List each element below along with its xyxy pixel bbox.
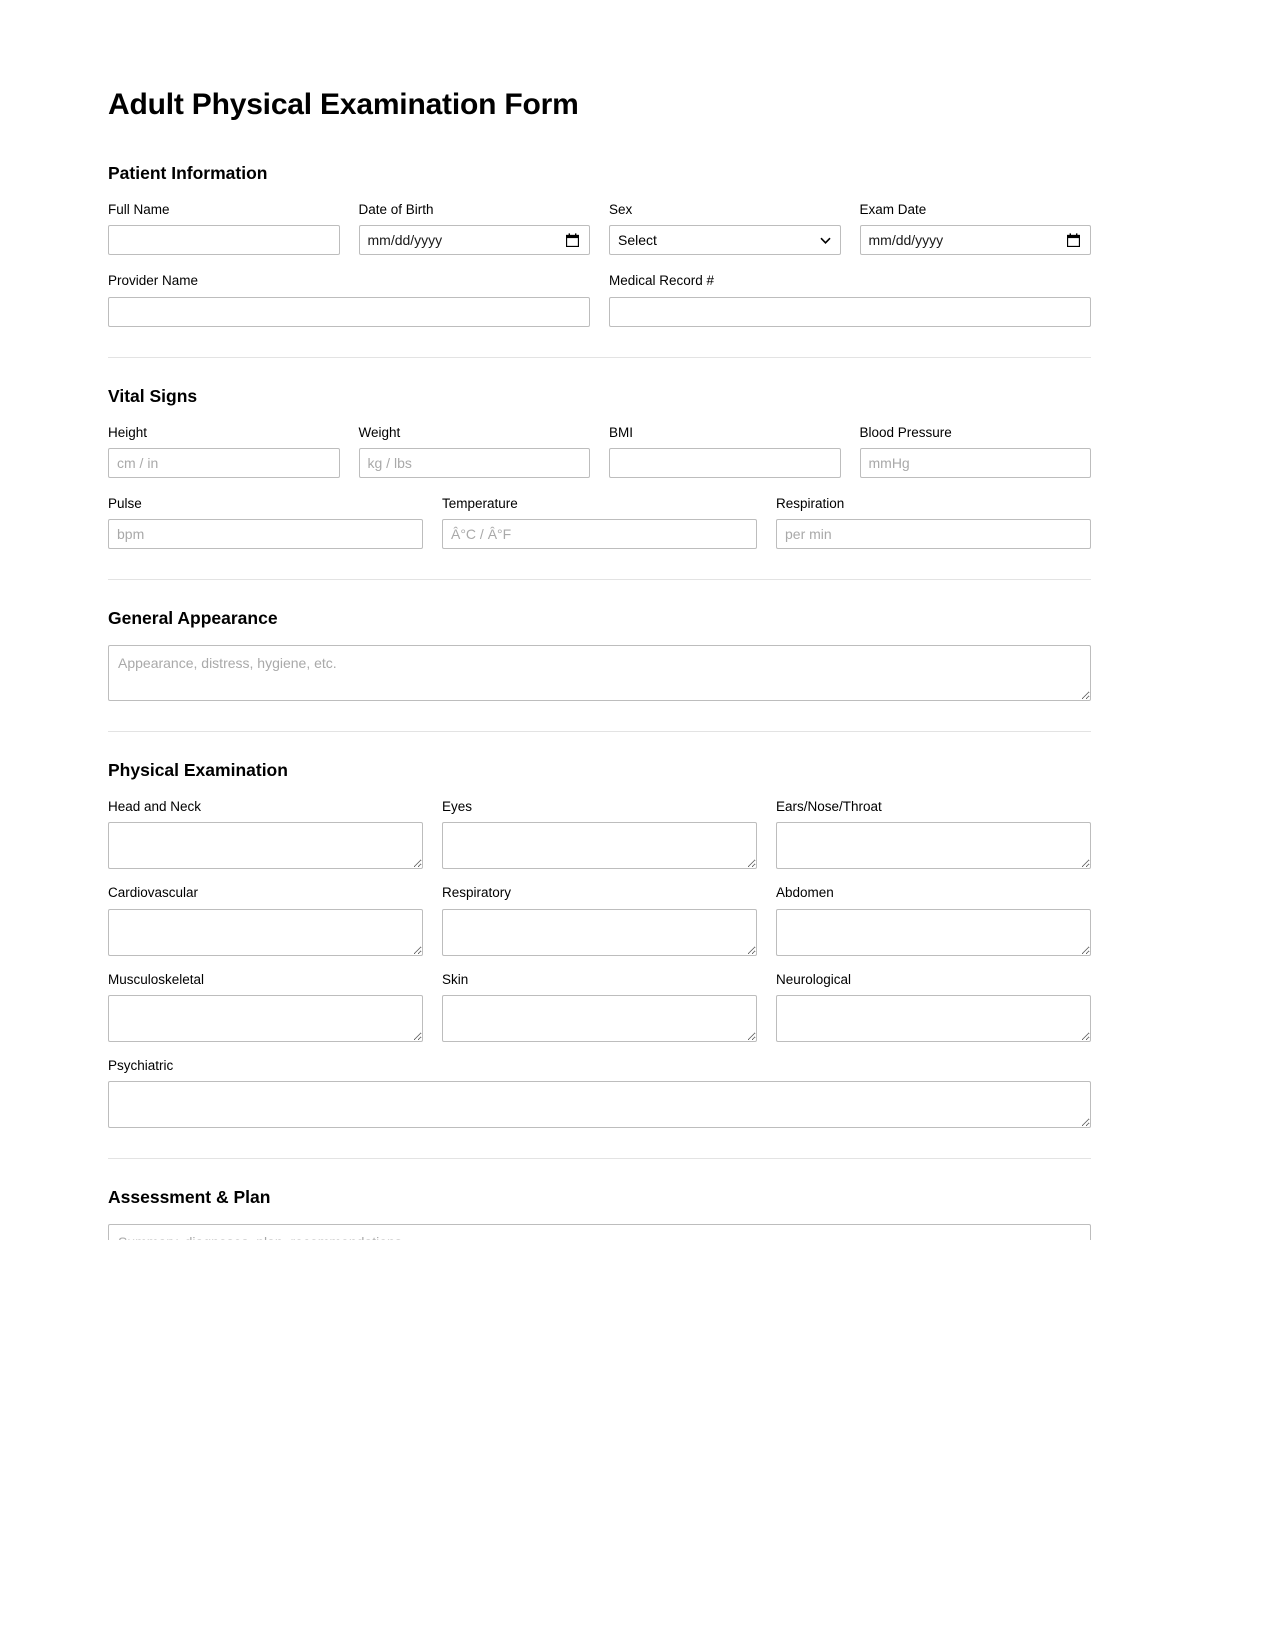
field-neurological — [776, 970, 1091, 1042]
date-of-birth-value: mm/dd/yyyy — [367, 232, 443, 249]
label-medical-record-number: Medical Record # — [609, 273, 715, 289]
textarea-ears-nose-throat[interactable] — [776, 822, 1091, 869]
field-respiratory — [442, 883, 757, 955]
sex-selected-value: Select — [618, 232, 657, 249]
label-temperature: Temperature — [442, 495, 518, 511]
section-assessment-plan — [108, 1187, 1091, 1240]
label-head-and-neck: Head and Neck — [108, 799, 202, 814]
input-full-name[interactable] — [108, 225, 340, 255]
input-date-of-birth[interactable] — [359, 225, 591, 255]
divider — [108, 731, 1091, 732]
field-weight — [359, 423, 591, 478]
field-respiration — [776, 494, 1091, 549]
field-blood-pressure — [860, 423, 1092, 478]
section-physical-examination — [108, 760, 1091, 1128]
label-abdomen: Abdomen — [776, 885, 834, 901]
field-pulse — [108, 494, 423, 549]
calendar-icon[interactable] — [1067, 233, 1080, 247]
label-musculoskeletal: Musculoskeletal — [108, 971, 205, 987]
section-title-patient-information: Patient Information — [108, 163, 268, 183]
label-height: Height — [108, 424, 148, 440]
label-eyes: Eyes — [442, 799, 473, 814]
label-sex: Sex — [609, 202, 633, 217]
divider — [108, 579, 1091, 580]
field-sex — [609, 200, 841, 255]
input-temperature[interactable] — [442, 519, 757, 549]
label-date-of-birth: Date of Birth — [358, 202, 434, 217]
vital-signs-grid-row2 — [108, 494, 1091, 549]
select-sex[interactable] — [609, 225, 841, 255]
label-full-name: Full Name — [108, 202, 170, 217]
input-blood-pressure[interactable] — [860, 448, 1092, 478]
textarea-musculoskeletal[interactable] — [108, 995, 423, 1042]
label-psychiatric: Psychiatric — [108, 1057, 174, 1073]
label-skin: Skin — [442, 971, 469, 987]
input-respiration[interactable] — [776, 519, 1091, 549]
section-title-general-appearance: General Appearance — [108, 608, 278, 628]
field-ears-nose-throat — [776, 797, 1091, 869]
section-vital-signs — [108, 386, 1091, 550]
label-blood-pressure: Blood Pressure — [859, 424, 952, 440]
textarea-general-appearance[interactable] — [108, 645, 1091, 701]
exam-date-value: mm/dd/yyyy — [868, 232, 944, 249]
label-pulse: Pulse — [108, 495, 142, 511]
field-head-and-neck — [108, 797, 423, 869]
field-full-name — [108, 200, 340, 255]
textarea-psychiatric[interactable] — [108, 1081, 1091, 1128]
textarea-respiratory[interactable] — [442, 909, 757, 956]
field-psychiatric — [108, 1056, 1091, 1128]
physical-examination-grid — [108, 797, 1091, 1128]
field-provider-name — [108, 271, 590, 326]
section-general-appearance — [108, 608, 1091, 701]
page-title: Adult Physical Examination Form — [108, 88, 579, 121]
patient-information-grid — [108, 200, 1091, 327]
textarea-assessment-plan[interactable] — [108, 1224, 1091, 1240]
vital-signs-grid-row1 — [108, 423, 1091, 478]
textarea-neurological[interactable] — [776, 995, 1091, 1042]
chevron-down-icon[interactable] — [820, 237, 831, 244]
input-height[interactable] — [108, 448, 340, 478]
field-eyes — [442, 797, 757, 869]
label-respiration: Respiration — [776, 495, 845, 511]
section-title-assessment-plan: Assessment & Plan — [108, 1187, 271, 1207]
textarea-head-and-neck[interactable] — [108, 822, 423, 869]
field-medical-record-number — [609, 271, 1091, 326]
label-weight: Weight — [358, 424, 401, 440]
field-date-of-birth — [359, 200, 591, 255]
label-cardiovascular: Cardiovascular — [108, 885, 199, 901]
field-exam-date — [860, 200, 1092, 255]
input-weight[interactable] — [359, 448, 591, 478]
textarea-eyes[interactable] — [442, 822, 757, 869]
input-exam-date[interactable] — [860, 225, 1092, 255]
section-patient-information — [108, 163, 1091, 327]
field-cardiovascular — [108, 883, 423, 955]
label-provider-name: Provider Name — [108, 273, 199, 289]
label-respiratory: Respiratory — [442, 885, 512, 901]
divider — [108, 357, 1091, 358]
input-medical-record-number[interactable] — [609, 297, 1091, 327]
label-exam-date: Exam Date — [859, 202, 927, 217]
textarea-skin[interactable] — [442, 995, 757, 1042]
section-title-vital-signs: Vital Signs — [108, 385, 198, 406]
field-height — [108, 423, 340, 478]
label-ears-nose-throat: Ears/Nose/Throat — [776, 799, 882, 814]
calendar-icon[interactable] — [566, 233, 579, 247]
label-neurological: Neurological — [776, 971, 852, 987]
label-bmi: BMI — [609, 424, 634, 440]
field-musculoskeletal — [108, 970, 423, 1042]
textarea-cardiovascular[interactable] — [108, 909, 423, 956]
input-provider-name[interactable] — [108, 297, 590, 327]
input-pulse[interactable] — [108, 519, 423, 549]
field-skin — [442, 970, 757, 1042]
divider — [108, 1158, 1091, 1159]
field-temperature — [442, 494, 757, 549]
field-abdomen — [776, 883, 1091, 955]
input-bmi[interactable] — [609, 448, 841, 478]
field-bmi — [609, 423, 841, 478]
section-title-physical-examination: Physical Examination — [108, 760, 288, 780]
textarea-abdomen[interactable] — [776, 909, 1091, 956]
